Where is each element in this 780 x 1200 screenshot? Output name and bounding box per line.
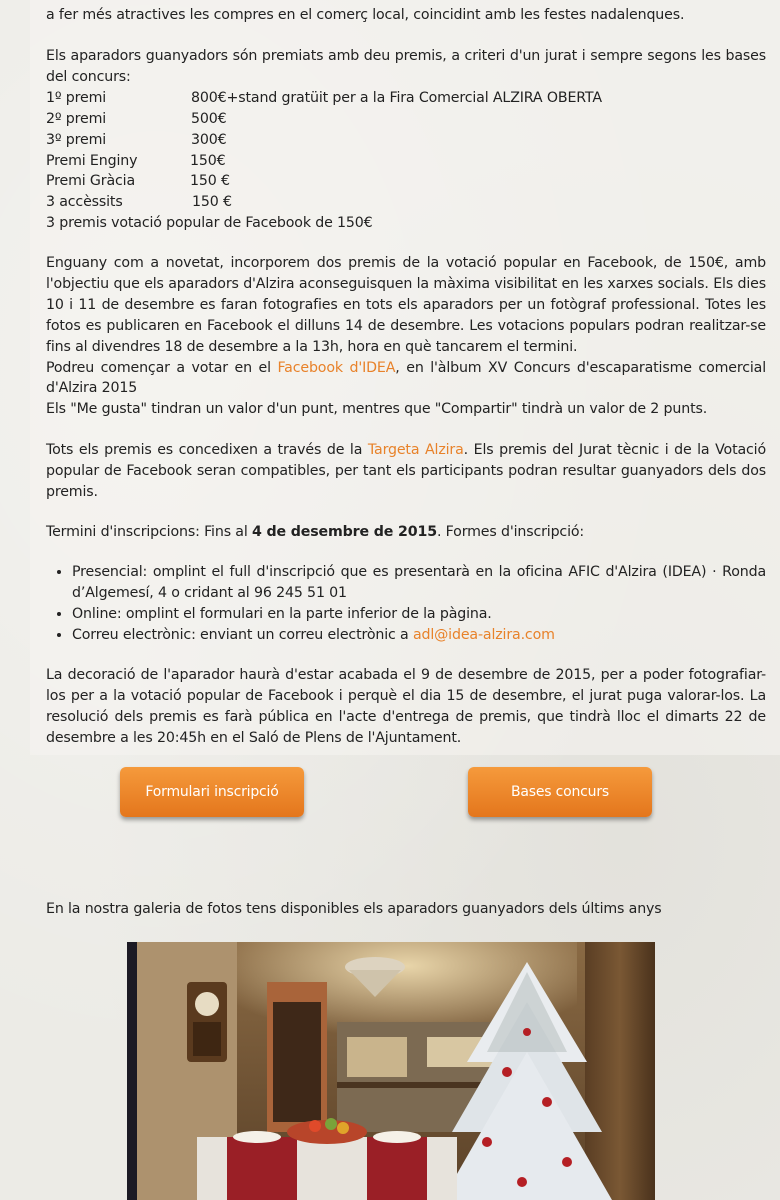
rules-button[interactable]: Bases concurs [468,767,652,817]
methods-section [46,562,766,646]
method-presencial: • Presencial: omplint el full d'inscripció que es presentarà en la oficina AFIC d'Alzira (IDEA) · Ronda d’Algemesí, 4 o cridant al 96 245 51 01 [72,562,766,604]
prize-value: 800€+stand gratüit per a la Fira Comercial ALZIRA OBERTA [191,89,602,106]
prize-name: Premi Enginy [46,152,138,169]
deadline-text [46,522,766,543]
method-online: • Online: omplint el formulari en la parte inferior de la pàgina. [72,604,766,625]
targeta-alzira-link[interactable]: Targeta Alzira [367,442,464,458]
deadline-pre: Termini d'inscripcions: Fins al [46,524,252,540]
decoration-text: La decoració de l'aparador haurà d'estar acabada el 9 de desembre de 2015, per a poder fotografiar-los per a la votació popular de Facebook i perquè el dia 15 de desembre, el jurat puga valorar-los. La resolució dels premis es farà pública en l'acte d'entrega de premis, que tindrà lloc el dimarts 22 de desembre a les 20:45h en el Saló de Plens de l'Ajuntament. [46,667,766,746]
prize-value: 150€ [190,152,226,169]
deadline-section [46,522,766,543]
email-link[interactable]: adl@idea-alzira.com [412,626,555,643]
novelty-text: Enguany com a novetat, incorporem dos premis de la votació popular en Facebook, de 150€, amb l'objectiu que els aparadors d'Alzira aconseguisquen la màxima visibilitat en les xarxes socials. Els dies 10 i 11 de desembre es faran fotografies en tots els aparadors per un fotògraf professional. Totes les fotos es publicaren en Facebook el dilluns 14 de desembre. Les votacions populars podran realitzar-se fins al divendres 18 de desembre a la 13h, hora en què tancarem el termini. [46,255,766,355]
shop-window-photo [127,942,655,1200]
vote-pre: Podreu començar a votar en el [46,359,278,376]
gallery-text: En la nostra galeria de fotos tens disponibles els aparadors guanyadors dels últims anys [46,901,662,917]
vote-paragraph [46,358,766,400]
method-email [72,625,766,646]
prize-value: 150 € [192,194,232,211]
novelty-section [46,253,766,420]
prize-value: 300€ [191,131,227,148]
deadline-date: 4 de desembre de 2015 [252,524,437,540]
prize-list [46,88,766,213]
facebook-idea-link[interactable]: Facebook d'IDEA [277,359,396,376]
prize-name: 3º premi [46,131,107,148]
prize-value: 150 € [190,173,230,190]
methods-list [46,562,766,646]
card-post: . Els premis del Jurat tècnic i de la Votació popular de Facebook seran compatibles, per tant els participants podran resultar guanyadors dels dos premis. [46,442,766,500]
facebook-prizes: 3 premis votació popular de Facebook de 150€ [46,215,373,232]
intro-section [46,5,766,26]
prize-row [46,130,766,151]
likes-text: Els "Me gusta" tindran un valor d'un punt, mentres que "Compartir" tindrà un valor de 2 punts. [46,401,708,418]
form-button[interactable]: Formulari inscripció [120,767,304,817]
vote-post: , en l'àlbum XV Concurs d'escaparatisme comercial d'Alzira 2015 [46,359,766,397]
prizes-intro: Els aparadors guanyadors són premiats amb deu premis, a criteri d'un jurat i sempre segons les bases del concurs: [46,48,766,85]
prize-row [46,109,766,130]
email-pre: Correu electrònic: enviant un correu electrònic a [72,626,413,643]
prize-row [46,171,766,192]
card-section [46,440,766,503]
card-pre: Tots els premis es concedixen a través de la [46,442,368,458]
prize-row [46,88,766,109]
deadline-post: . Formes d'inscripció: [436,524,585,540]
gallery-photo[interactable] [127,942,655,1200]
intro-text: a fer més atractives les compres en el comerç local, coincidint amb les festes nadalenques. [46,7,685,23]
prize-name: 1º premi [46,89,107,106]
card-paragraph [46,440,766,503]
prizes-section [46,46,766,234]
prize-name: 2º premi [46,110,107,127]
prize-row [46,192,766,213]
prize-row [46,151,766,172]
decoration-section [46,665,766,749]
prize-value: 500€ [191,110,227,127]
prize-name: 3 accèssits [46,194,123,211]
prize-name: Premi Gràcia [46,173,135,190]
